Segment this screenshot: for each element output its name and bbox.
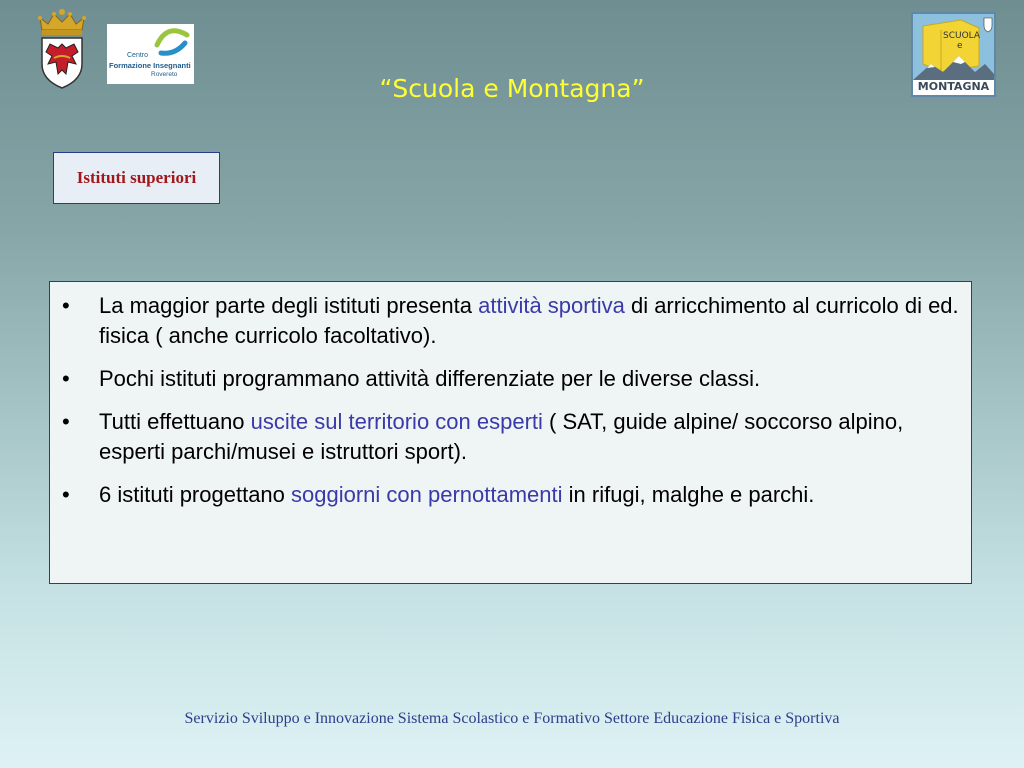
footer-text: Servizio Sviluppo e Innovazione Sistema Scolastico e Formativo Settore Educazione Fisica e Sportiva bbox=[184, 710, 840, 727]
bullet-text: La maggior parte degli istituti presenta bbox=[99, 293, 479, 318]
bullet-item bbox=[62, 480, 959, 510]
content-box bbox=[49, 281, 972, 584]
bullet-text: di arricchimento al curricolo di ed. fisica ( anche curricolo facoltativo). bbox=[99, 293, 959, 348]
bullet-text: 6 istituti progettano bbox=[99, 482, 292, 507]
highlight-text: uscite sul territorio con esperti bbox=[250, 409, 543, 434]
section-label: Istituti superiori bbox=[76, 168, 197, 187]
bullet-text: Pochi istituti programmano attività differenziate per le diverse classi. bbox=[99, 366, 761, 391]
highlight-text: attività sportiva bbox=[478, 293, 625, 318]
center-logo-line2: Formazione Insegnanti bbox=[109, 61, 191, 70]
bullet-dot: • bbox=[62, 366, 70, 391]
highlight-text: soggiorni con pernottamenti bbox=[291, 482, 563, 507]
bullet-item bbox=[62, 407, 959, 467]
scuola-logo-line1: SCUOLA bbox=[943, 31, 981, 41]
bullet-dot: • bbox=[62, 482, 70, 507]
bullet-text: Tutti effettuano bbox=[99, 409, 251, 434]
bullet-text: ( SAT, guide alpine/ soccorso alpino, esperti parchi/musei e istruttori sport). bbox=[99, 409, 904, 464]
bullet-dot: • bbox=[62, 293, 70, 318]
bullet-item bbox=[62, 364, 959, 394]
section-label-box bbox=[53, 152, 220, 204]
swoosh-icon bbox=[153, 25, 191, 59]
scuola-logo-line2: e bbox=[957, 41, 963, 51]
bullet-dot: • bbox=[62, 409, 70, 434]
center-logo-line3: Rovereto bbox=[151, 71, 178, 78]
bullet-text: in rifugi, malghe e parchi. bbox=[562, 482, 815, 507]
center-logo-line1: Centro bbox=[127, 52, 149, 59]
bullet-list bbox=[62, 291, 959, 510]
page-title: “Scuola e Montagna” bbox=[379, 74, 645, 103]
bullet-item bbox=[62, 291, 959, 351]
scuola-logo-line3: MONTAGNA bbox=[917, 80, 990, 93]
